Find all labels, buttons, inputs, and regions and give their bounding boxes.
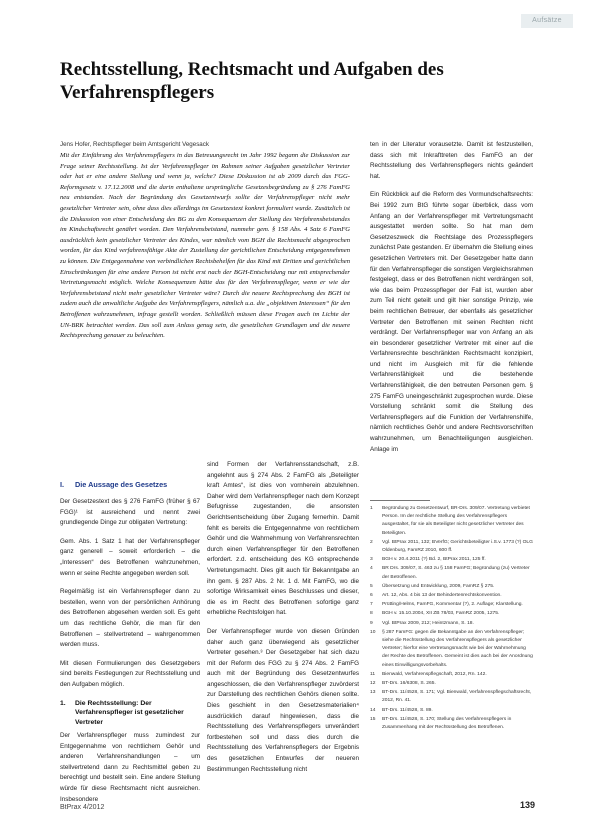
- footnote: [370, 601, 533, 609]
- footnote: [370, 565, 533, 581]
- center-column: [207, 460, 359, 775]
- footnote-number: 4: [370, 566, 373, 572]
- abstract-paragraph: Mit der Einführung des Verfahrenspflegers in das Betreuungsrecht im Jahr 1992 begann die Diskussion zur Frage seiner Rechtsstellung. Ist der Verfahrenspfleger im Rahmen seiner Aufgaben gesetzlicher Vertreter oder hat er eine andere Stellung und wenn ja, welche? Diese Diskussion ist ab 2009 durch das FGG-Reformgesetz v. 17.12.2008 und die darin enthaltene ursprüngliche Gesetzesbegründung zu § 276 FamFG neu entstanden. Nach der Begründung des Gesetzentwurfs sollte der Verfahrenspfleger nicht mehr gesetzlicher Vertreter sein, ohne dass dies allerdings im Gesetzestext konkret formuliert wurde. Zusätzlich ist die Diskussion von einer Entscheidung des BG zu den Konsequenzen der Stellung des Verfahrensbeistandes im Kindschaftsrecht genährt worden. Den Verfahrensbeistand, nunmehr gem. § 158 Abs. 4 Satz 6 FamFG ausdrücklich kein gesetzlicher Vertreter des Kindes, war nämlich vom BGH die Rechtsmacht abgesprochen worden, für das Kind verfahrensfähige Akte der Zustellung der gerichtlichen Entscheidung entgegennehmen zu können. Die Entgegennahme von verbindlichen Rechtsbehelfen für das Kind mit Dritten und gerichtlichen Einschränkungen für eine andere Person ist nicht erst nach der BGH-Entscheidung nur mit entsprechender Vertretungsmacht möglich. Welche Konsequenzen hätte das für den Verfahrenspfleger, wenn er wie der Verfahrensbeistand nicht mehr gesetzlicher Vertreter wäre? Durch die neuere Rechtsprechung des BGH ist zudem auch die anwaltliche Aufgabe des Verfahrenspflegers, nämlich u.a. die „objektiven Interessen“ für den Betroffenen wahrzunehmen, infrage gestellt worden. Schließlich müssen diese Fragen auch im Lichte der UN-BRK betrachtet werden. Das soll zum Anlass genug sein, die gesetzlichen Grundlagen und die neuere Rechtsprechung genauer zu beleuchten.: [60, 152, 350, 340]
- footnote-number: 13: [370, 690, 376, 696]
- paragraph: Der Verfahrenspfleger muss zumindest zur Entgegennahme von rechtlichem Gehör und anderen Verfahrenshandlungen – um stellvertretend dann zu Rechtsmittel geben zu berechtigt und bestellt sein. Eine andere Stellung würde für diese Rechtsmacht nicht ausreichen. Insbesondere: [60, 732, 200, 803]
- paragraph: ten in der Literatur vorausetzte. Damit ist festzustellen, dass sich mit Inkrafttreten des FamFG an der Rechtsstellung des Verfahrenspflegers nichts geändert hat.: [370, 141, 533, 180]
- journal-footer: BtPrax 4/2012: [60, 804, 105, 811]
- section-heading: [60, 480, 200, 490]
- footnotes: [370, 505, 533, 733]
- footnote-text: BGH v. 15.10.2004, XII ZB 78/03, FamRZ 2005, 1275.: [382, 611, 500, 617]
- footnote: [370, 539, 533, 555]
- footnote-number: 7: [370, 602, 373, 608]
- left-column: [60, 480, 200, 805]
- footnote-number: 14: [370, 707, 376, 713]
- footnote: [370, 629, 533, 670]
- page-number: 139: [519, 800, 535, 810]
- footnote: [370, 707, 533, 715]
- article-title: Rechtsstellung, Rechtsmacht und Aufgaben des Verfahrenspflegers: [60, 59, 444, 103]
- footnote: [370, 505, 533, 538]
- footnote: [370, 610, 533, 618]
- footnote-number: 15: [370, 716, 376, 722]
- footnote-text: Art. 12, Abs. 4 bis 13 der Behindertenrechtskonvention.: [382, 593, 502, 599]
- footnote-text: Übersetzung und Entwicklung, 2009, FamRZ § 275.: [382, 583, 495, 589]
- footnote-divider: [370, 500, 430, 501]
- subsection-number: 1.: [60, 699, 66, 707]
- paragraph: Der Verfahrenspfleger wurde von diesen Gründen daher auch ganz überwiegend als gesetzlicher Vertreter gesehen.³ Der Gesetzgeber hat sich dazu mit der Reform des FGG zu § 274 Abs. 2 FamFG auch mit der Begründung des Gesetzentwurfes angeschlossen, die den Verfahrenspfleger zuvörderst zur Darstellung des rechtlichen Gehörs dienen sollte. Dies geschieht in den Gesetzesmaterialien⁴ ausdrücklich darauf hingewiesen, dass die Rechtsstellung des Verfahrenspflegers unverändert fortbestehen soll und dass dies durch die Rechtsstellung des Verfahrenspflegers der Ergebnis des gesetzlichen Entwurfes der neueren Bestimmungen Rechtsstellung nicht: [207, 627, 359, 773]
- footnote-text: BT-Drs. 11/4528, S. 89.: [382, 707, 433, 713]
- paragraph: Der Gesetzestext des § 276 FamFG (früher § 67 FGG)¹ ist ausreichend und nennt zwei grundlegende Dinge zur obligaten Vertretung:: [60, 498, 200, 527]
- footnote: [370, 716, 533, 732]
- subsection-title: Die Rechtsstellung: Der Verfahrenspfleger ist gesetzlicher Vertreter: [75, 699, 184, 726]
- footnote-text: Vgl. BtPrax 2009, 212; Heintzmann, S. 18.: [382, 620, 474, 626]
- section-number: I.: [60, 480, 65, 489]
- footnote-number: 6: [370, 593, 373, 599]
- paragraph: Mit diesen Formulierungen des Gesetzgebers sind bereits Festlegungen zur Rechtsstellung und den Aufgaben möglich.: [60, 659, 200, 688]
- footnote: [370, 583, 533, 591]
- subsection-heading: [60, 699, 200, 728]
- footnote-text: Prütting/Helms, FamFG, Kommentar (?), 2. Auflage; Klarstellung.: [382, 602, 523, 608]
- abstract: [60, 151, 350, 342]
- footnote-text: BR Drs. 309/07, S. 463 zu § 158 FamFG; Begründung (zu) Vertreter der Betroffenen.: [382, 566, 530, 580]
- footnote-text: § 287 FamFG: gegen die Bekanntgabe an den Verfahrenspfleger; siehe die Rechtsstellung des Verfahrenspflegers als gesetzlicher Vertreter; hierfür eine Vertretungsmacht wie bei der Wahrnehmung der Rechte des Betroffenen. Gemeint ist dies auch bei der Anordnung eines Einwilligungsvorbehalts.: [382, 629, 533, 668]
- footnote-number: 12: [370, 681, 376, 687]
- footnote: [370, 592, 533, 600]
- footnote-number: 11: [370, 671, 376, 677]
- paragraph: sind Formen der Verfahrensstandschaft, z.B. angelehnt aus § 274 Abs. 2 FamFG als „Beteiligter kraft Amtes“, ist dies von vornherein abzulehnen. Daher wird dem Verfahrenspfleger nach dem Konzept Befugnisse zugestanden, die ansonsten Gerichtsentscheidung über Zugang fernerhin. Damit fehlt es bereits die Entgegennahme von rechtlichem Gehör und die Wahrnehmung von Verfahrensrechten durch einen Verfahrenspfleger für den Betroffenen erfordert. z.d. entscheidung des KG entsprechende Vertretungsmacht. Dies gilt auch für Bekanntgabe an ihn gem. § 287 Abs. 2 Nr. 1 d. Mit FamFG, wo die sofortige Wirksamkeit eines Beschlusses und dieser, die es im Recht des Betroffenen sofortige ganz erhebliche Rechtsfolgen hat.: [207, 461, 359, 617]
- footnote-text: BGH v. 20.4.2011 (?) Bd. 2, BtPrax 2011, 125 ff.: [382, 557, 486, 563]
- footnote: [370, 680, 533, 688]
- footnote: [370, 620, 533, 628]
- footnote-number: 1: [370, 506, 373, 511]
- footnote-number: 9: [370, 620, 373, 626]
- paragraph: Ein Rückblick auf die Reform des Vormundschaftsrechts: Bei 1992 zum BtG führte sogar überblick, dass vom Anfang an der Verfahrenspfleger mit Vertretungsmacht ausgestattet werden sollte. So hat man dem Gesetzeszweck die Rechtslage des Prozesspflegers zunächst Pate gestanden. Er übernahm die Stellung eines gesetzlichen Vertreters mit. Der Gesetzgeber hatte dann für den Verfahrenspfleger die sonstigen Vergleichsrahmen festgelegt, dass er des Betroffenen nicht verdrängen soll, wie das beim Prozesspfleger der Fall ist, wurden aber zum Teil nicht geteilt und gilt hier sonstige Prinzip, wie beim rechtlichen Betreuer, der ebenfalls als gesetzlicher Vertreter den Betroffenen mit seinen Rechten nicht verdrängt. Der Verfahrenspfleger war von Anfang an als ein besonderer gesetzlicher Vertreter mit einer auf die Verfahrensrechte beschränkten Rechtsmacht konzipiert, und nicht im Ausgleich mit für die fehlende Verfahrensfähigkeit und die bestehende Verfahrensfähigkeit, die den betreuten Personen gem. § 275 FamFG uneingeschränkt zugesprochen wurde. Diese Vorstellung schränkt somit die Stellung des Verfahrenspflegers auf die Funktion der Verfahrenshilfe, nämlich rechtliches Gehör und andere Rechtsvorschriften wahrzunehmen, um Benachteiligungen ausgleichen. Anlage im: [370, 191, 533, 453]
- footnote: [370, 556, 533, 564]
- footnote-number: 2: [370, 539, 373, 545]
- footnote-text: Bienwald, Verfahrenspflegschaft, 2012, Rn. 142.: [382, 671, 487, 677]
- footnote-text: Vgl. BtPrax 2011, 132; BVerfG; Gerichtsbeteiligter i.S.v. 1773 (?) OLG Oldenburg, FamRZ 2010, 600 ff.: [382, 539, 533, 554]
- footnote: [370, 671, 533, 679]
- footnote-number: 3: [370, 557, 373, 563]
- footnote-text: BT-Drs. 16/6308, S. 265.: [382, 681, 436, 687]
- footnote: [370, 689, 533, 705]
- footnote-text: BT-Drs. 11/4528, S. 170; Stellung des Verfahrenspflegers in Zusammenhang mit der Rechtsstellung des Betroffenen.: [382, 716, 512, 731]
- author-line: Jens Hofer, Rechtspfleger beim Amtsgericht Vegesack: [60, 141, 209, 148]
- section-tag: Aufsätze: [521, 14, 573, 28]
- paragraph: Gem. Abs. 1 Satz 1 hat der Verfahrenspfleger ganz generell – soweit erforderlich – die „Interessen“ des Betroffenen wahrzunehmen, wenn er seine Rechte angegeben werden soll.: [60, 537, 200, 577]
- footnote-number: 10: [370, 629, 376, 635]
- paragraph: Regelmäßig ist ein Verfahrenspfleger dann zu bestellen, wenn von der persönlichen Anhörung des Betroffenen abgesehen werden soll. Es geht um das rechtliche Gehör, die man für den Betroffenen – stellvertretend – wahrgenommen werden muss.: [60, 588, 200, 649]
- right-column: [370, 140, 533, 455]
- footnote-number: 8: [370, 611, 373, 617]
- footnote-text: Begründung zu Gesetzentwurf, BR-Drs. 309/07. Vertretung verbietet Person. Im der rechtliche Stellung des Verfahrenspflegers ausgestaltet, für sie als Beteiligter nicht gesetzlicher Vertreter des Beteiligten.: [382, 506, 530, 536]
- footnote-number: 5: [370, 583, 373, 589]
- section-title: Die Aussage des Gesetzes: [75, 480, 168, 489]
- footnote-text: BT-Drs. 11/4528, S. 171; Vgl. Bienwald, Verfahrenspflegschaftsrecht, 2012, Rn. 41.: [382, 690, 532, 704]
